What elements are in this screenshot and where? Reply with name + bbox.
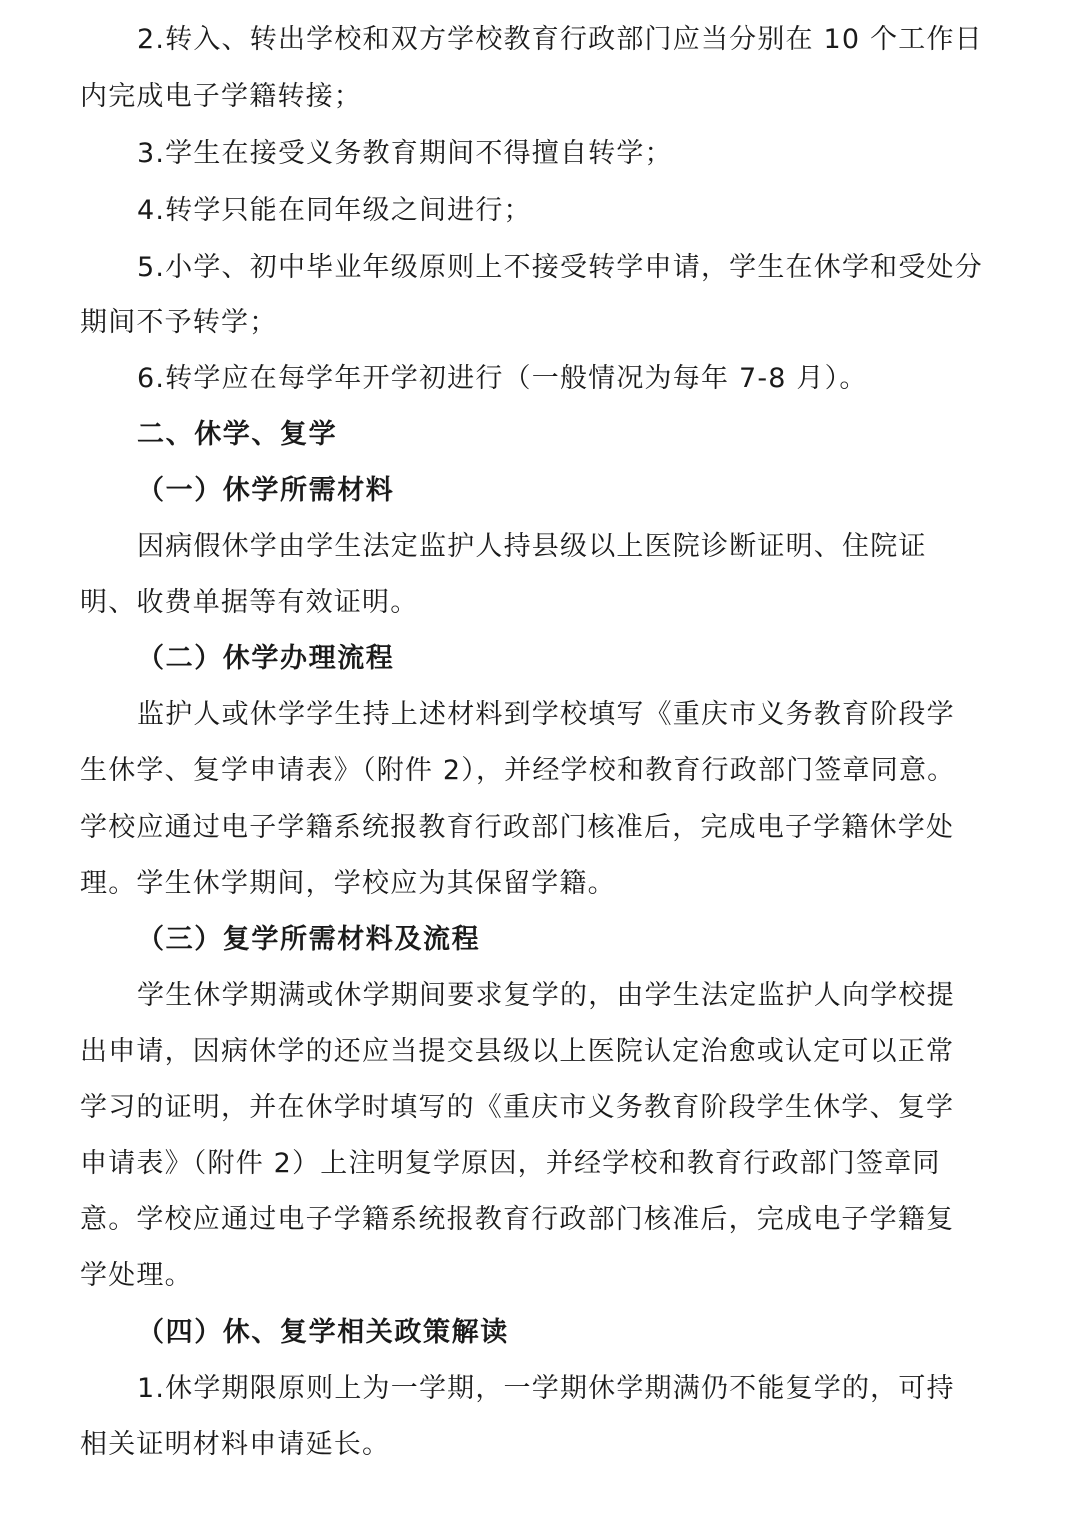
paragraph-resume-line-6: 学处理。	[80, 1260, 193, 1291]
list-item-3: 3.学生在接受义务教育期间不得擅自转学；	[137, 138, 673, 169]
paragraph-process-line-2: 生休学、复学申请表》（附件 2），并经学校和教育行政部门签章同意。	[80, 755, 956, 786]
policy-item-1-line-1: 1.休学期限原则上为一学期，一学期休学期满仍不能复学的，可持	[137, 1373, 955, 1404]
list-item-6: 6.转学应在每学年开学初进行（一般情况为每年 7-8 月）。	[137, 363, 868, 394]
paragraph-process-line-3: 学校应通过电子学籍系统报教育行政部门核准后，完成电子学籍休学处	[80, 812, 955, 843]
list-item-5-line-1: 5.小学、初中毕业年级原则上不接受转学申请，学生在休学和受处分	[137, 252, 983, 283]
list-item-2-line-1: 2.转入、转出学校和双方学校教育行政部门应当分别在 10 个工作日	[137, 24, 983, 55]
paragraph-resume-line-3: 学习的证明，并在休学时填写的《重庆市义务教育阶段学生休学、复学	[80, 1092, 955, 1123]
subsection-heading-3: （三）复学所需材料及流程	[137, 924, 481, 955]
paragraph-resume-line-4: 申请表》（附件 2）上注明复学原因，并经学校和教育行政部门签章同	[80, 1148, 941, 1179]
list-item-2-line-2: 内完成电子学籍转接；	[80, 81, 362, 112]
subsection-heading-2: （二）休学办理流程	[137, 643, 395, 674]
list-item-5-line-2: 期间不予转学；	[80, 307, 278, 338]
paragraph-resume-line-2: 出申请，因病休学的还应当提交县级以上医院认定治愈或认定可以正常	[80, 1036, 955, 1067]
paragraph-resume-line-5: 意。学校应通过电子学籍系统报教育行政部门核准后，完成电子学籍复	[80, 1204, 955, 1235]
subsection-heading-4: （四）休、复学相关政策解读	[137, 1317, 509, 1348]
paragraph-materials-line-2: 明、收费单据等有效证明。	[80, 587, 419, 618]
paragraph-process-line-4: 理。学生休学期间，学校应为其保留学籍。	[80, 868, 616, 899]
paragraph-materials-line-1: 因病假休学由学生法定监护人持县级以上医院诊断证明、住院证	[137, 531, 927, 562]
subsection-heading-1: （一）休学所需材料	[137, 475, 395, 506]
policy-item-1-line-2: 相关证明材料申请延长。	[80, 1429, 391, 1460]
paragraph-process-line-1: 监护人或休学学生持上述材料到学校填写《重庆市义务教育阶段学	[137, 699, 955, 730]
list-item-4: 4.转学只能在同年级之间进行；	[137, 195, 532, 226]
section-heading-2: 二、休学、复学	[137, 419, 338, 450]
paragraph-resume-line-1: 学生休学期满或休学期间要求复学的，由学生法定监护人向学校提	[137, 980, 955, 1011]
